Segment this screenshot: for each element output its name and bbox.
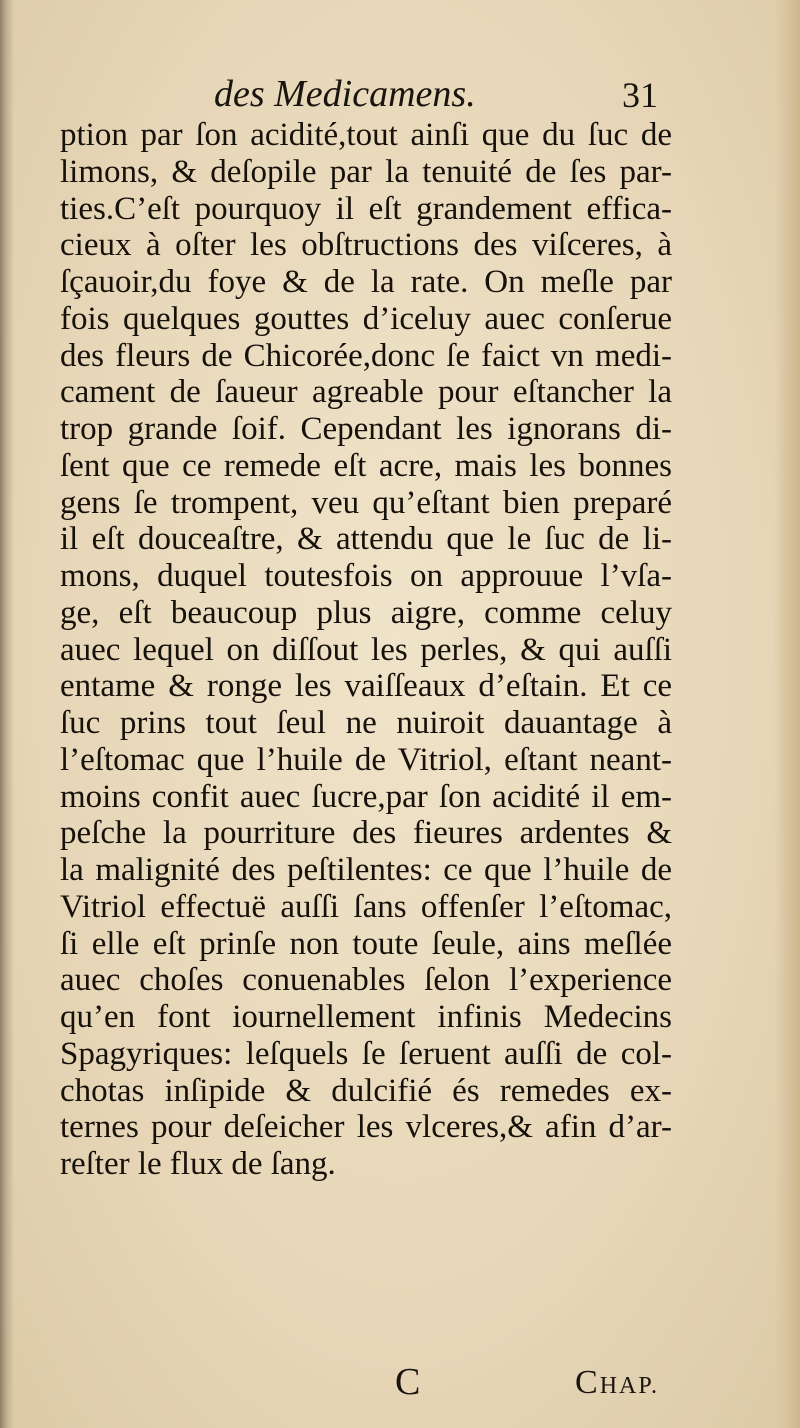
text-line: entame & ronge les vaiſſeaux d’eſtain. Et ce	[60, 668, 672, 705]
text-line: trop grande ſoif. Cependant les ignorans di-	[60, 411, 672, 447]
text-line: Vitriol effectuë auſſi ſans offenſer l’eſtomac,	[60, 888, 672, 925]
catchword-rest: HAP.	[599, 1373, 660, 1399]
text-line: ſi elle eſt prinſe non toute ſeule, ains meſlée	[60, 925, 672, 962]
text-line: limons, & deſopile par la tenuité de ſes par-	[60, 153, 672, 190]
text-line: reſter le flux de ſang.	[60, 1146, 336, 1182]
page-footer	[0, 1360, 800, 1410]
text-line: moins confit auec ſucre,par ſon acidité il em-	[60, 778, 672, 815]
text-line: ſent que ce remede eſt acre, mais les bonnes	[60, 447, 672, 484]
text-line: cieux à oſter les obſtructions des viſceres, à	[60, 227, 672, 264]
text-line: peſche la pourriture des fieures ardentes &	[60, 815, 672, 852]
text-line: il eſt douceaſtre, & attendu que le ſuc de li-	[60, 521, 672, 558]
binding-gutter	[0, 0, 14, 1428]
text-line: qu’en font iournellement infinis Medecins	[60, 999, 672, 1035]
signature-mark: C	[395, 1361, 421, 1403]
text-line: auec choſes conuenables ſelon l’experience	[60, 962, 672, 999]
text-line: mons, duquel toutesfois on approuue l’vſa-	[60, 558, 672, 594]
text-line: ties.C’eſt pourquoy il eſt grandement effica-	[60, 190, 672, 227]
page-edge	[774, 0, 800, 1428]
text-line: des fleurs de Chicorée,donc ſe faict vn medi-	[60, 337, 672, 374]
text-line: la malignité des peſtilentes: ce que l’huile de	[60, 852, 672, 888]
catchword-initial: C	[575, 1364, 600, 1401]
text-line: l’eſtomac que l’huile de Vitriol, eſtant neant-	[60, 741, 672, 778]
text-line: ſuc prins tout ſeul ne nuiroit dauantage à	[60, 705, 672, 741]
text-line: gens ſe trompent, veu qu’eſtant bien preparé	[60, 484, 672, 521]
text-line: ſçauoir,du foye & de la rate. On meſle par	[60, 264, 672, 300]
text-line: Spagyriques: leſquels ſe ſeruent auſſi de col-	[60, 1035, 672, 1072]
text-line: ternes pour deſeicher les vlceres,& afin d’ar-	[60, 1109, 672, 1146]
text-line: ption par ſon acidité,tout ainſi que du ſuc de	[60, 117, 672, 153]
text-line: ge, eſt beaucoup plus aigre, comme celuy	[60, 594, 672, 631]
text-line: cament de ſaueur agreable pour eſtancher la	[60, 374, 672, 411]
text-line: chotas inſipide & dulcifié és remedes ex-	[60, 1072, 672, 1109]
catchword	[575, 1364, 659, 1402]
text-line: auec lequel on diſſout les perles, & qui auſſi	[60, 631, 672, 668]
body-text	[60, 117, 672, 1183]
page-number: 31	[622, 75, 658, 115]
running-head-title: des Medicamens.	[214, 73, 476, 115]
text-line: fois quelques gouttes d’iceluy auec conſerue	[60, 300, 672, 337]
running-head	[0, 72, 800, 122]
